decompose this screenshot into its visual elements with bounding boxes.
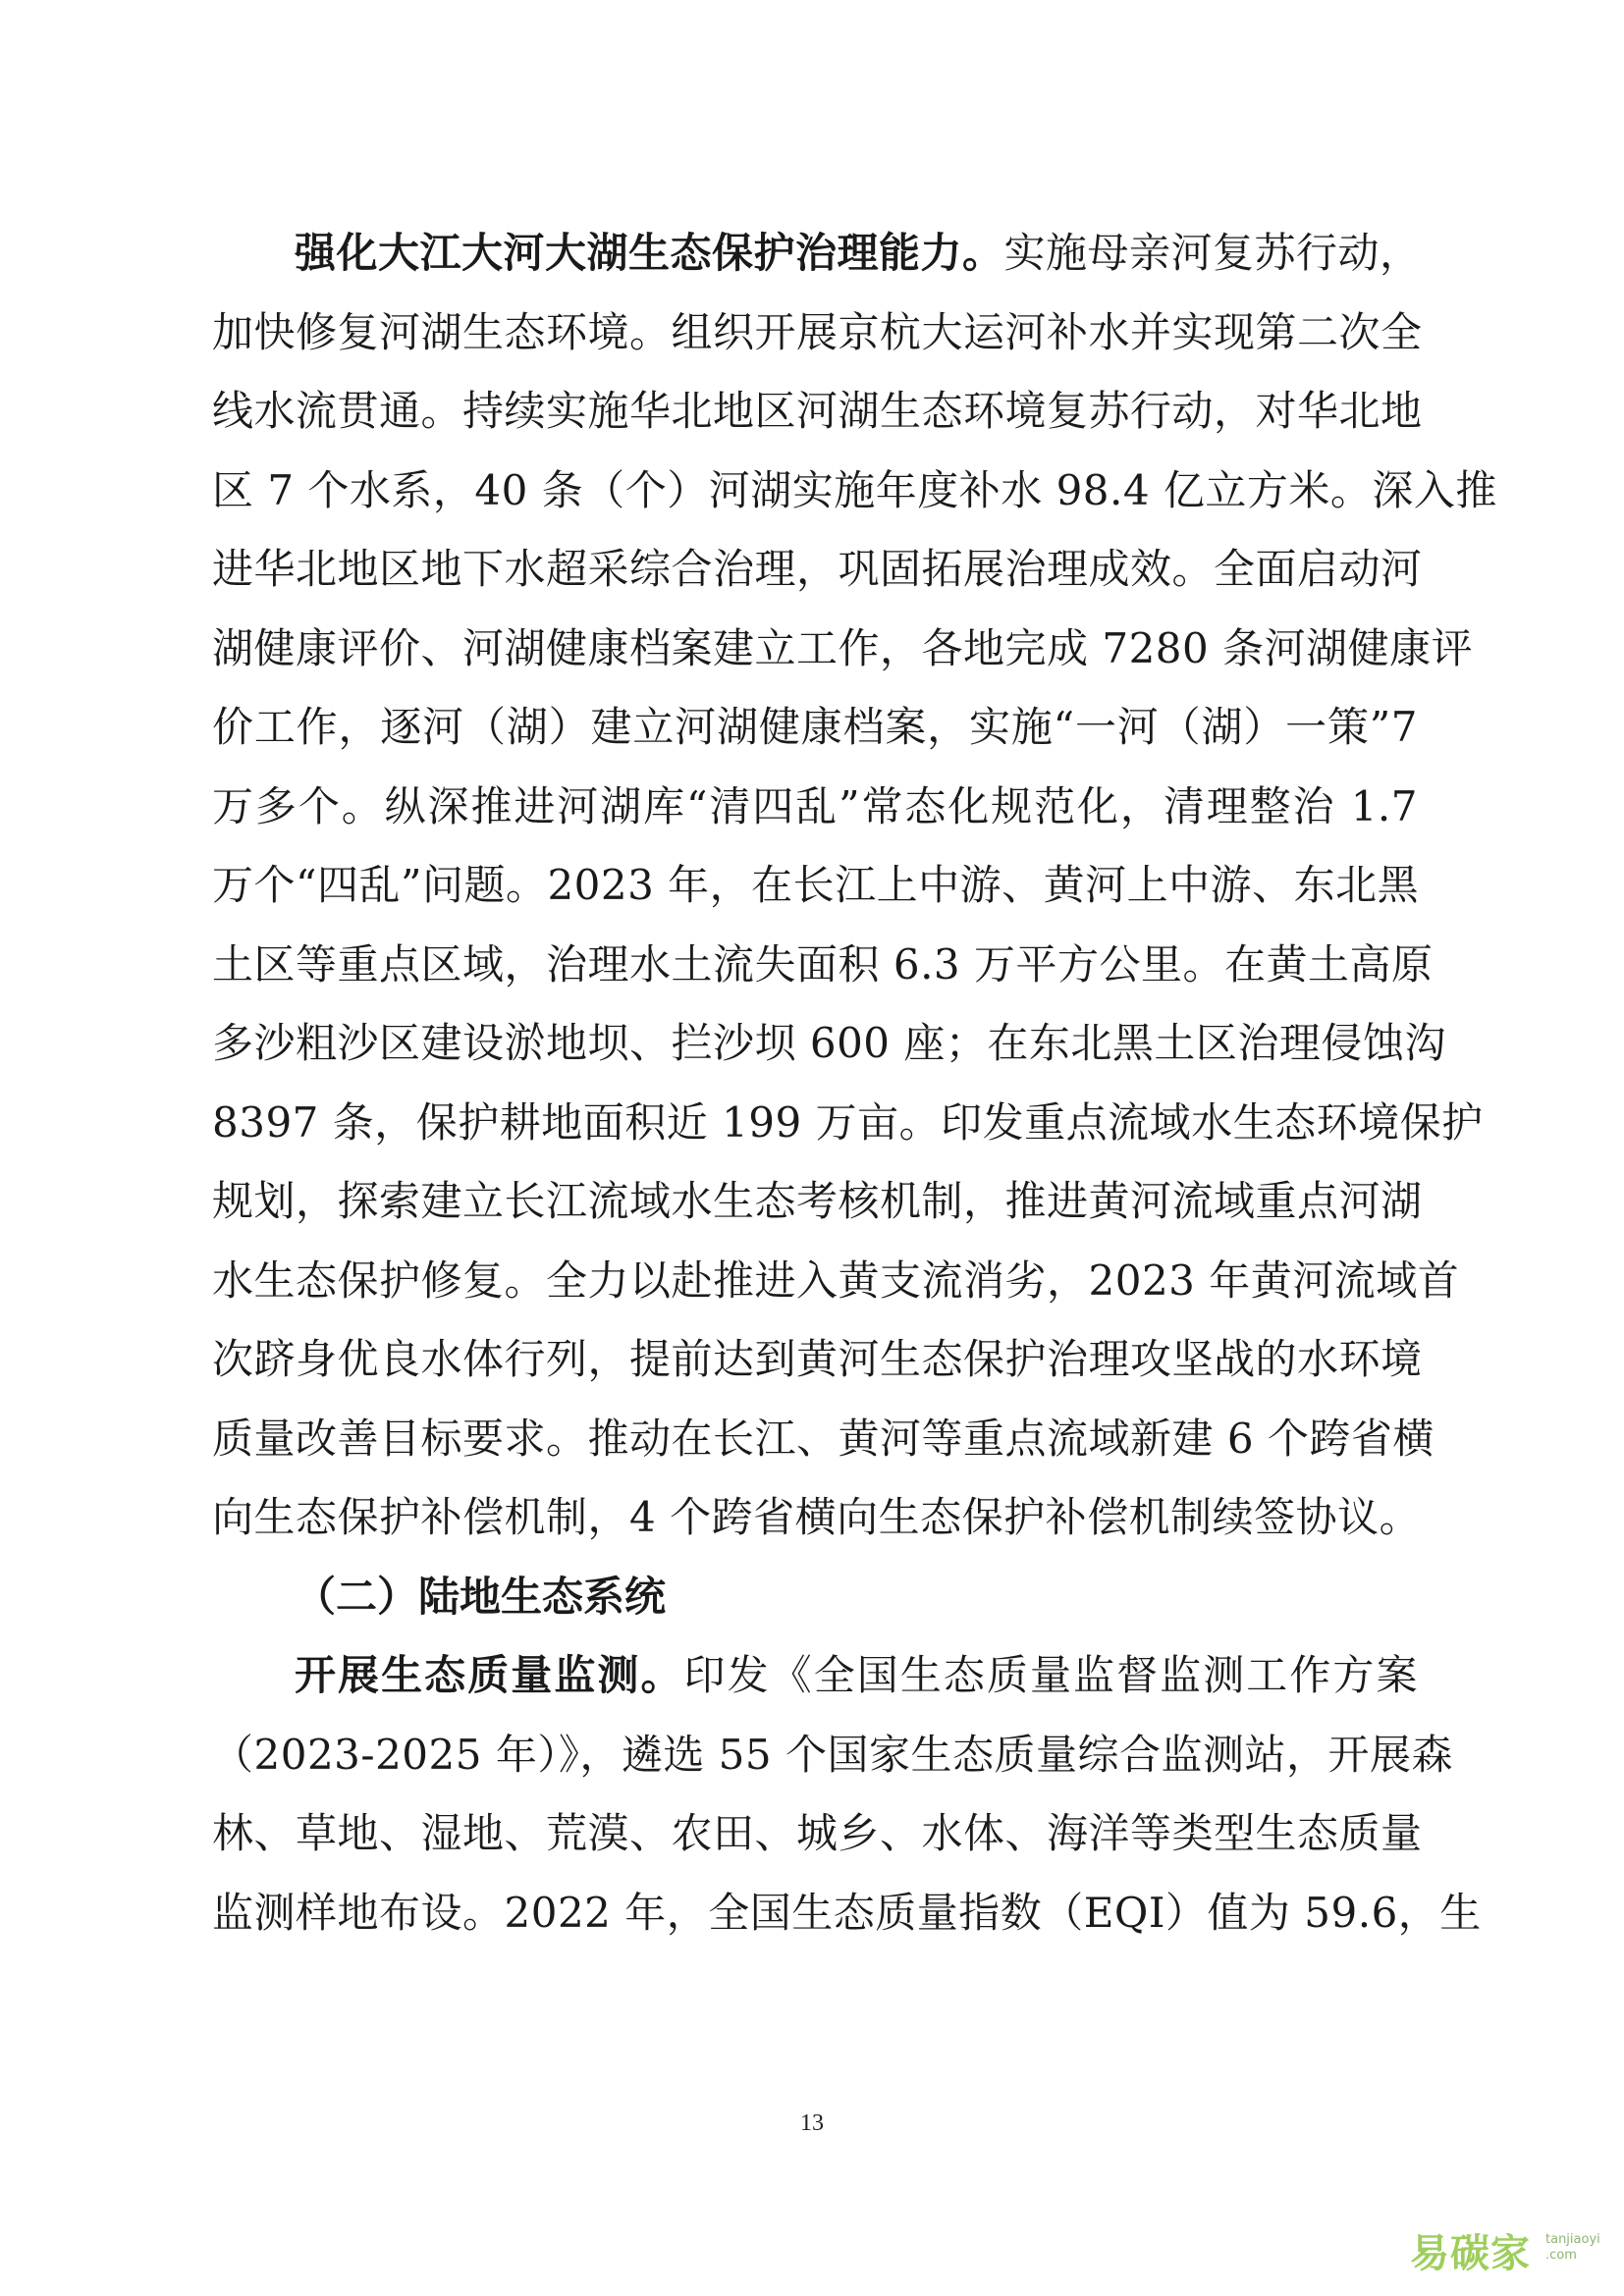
page-number: 13 bbox=[800, 2110, 824, 2136]
p1-line-4: 进华北地区地下水超采综合治理，巩固拓展治理成效。全面启动河 bbox=[212, 545, 1423, 593]
p2-line-0 bbox=[212, 1636, 1418, 1716]
p1-line-5: 湖健康评价、河湖健康档案建立工作，各地完成 7280 条河湖健康评 bbox=[212, 623, 1474, 672]
section-heading: （二）陆地生态系统 bbox=[295, 1572, 667, 1621]
p1-line-15: 质量改善目标要求。推动在长江、黄河等重点流域新建 6 个跨省横 bbox=[212, 1414, 1435, 1463]
p2-lead-heading: 开展生态质量监测。 bbox=[295, 1651, 684, 1699]
watermark-cn-text: 易碳家 bbox=[1410, 2231, 1531, 2276]
watermark-en-text: tanjiaoyi .com bbox=[1545, 2232, 1600, 2263]
p1-line-3: 区 7 个水系，40 条（个）河湖实施年度补水 98.4 亿立方米。深入推 bbox=[212, 465, 1497, 514]
watermark-logo bbox=[1410, 2220, 1606, 2279]
p1-line-12: 规划，探索建立长江流域水生态考核机制，推进黄河流域重点河湖 bbox=[212, 1177, 1423, 1225]
p1-line-16: 向生态保护补偿机制，4 个跨省横向生态保护补偿机制续签协议。 bbox=[212, 1493, 1422, 1541]
p1-line-0-text: 实施母亲河复苏行动， bbox=[1003, 229, 1422, 277]
p1-line-0 bbox=[212, 214, 1422, 294]
p2-line-2: 林、草地、湿地、荒漠、农田、城乡、水体、海洋等类型生态质量 bbox=[212, 1809, 1423, 1857]
p1-line-1: 加快修复河湖生态环境。组织开展京杭大运河补水并实现第二次全 bbox=[212, 307, 1423, 356]
p1-line-13: 水生态保护修复。全力以赴推进入黄支流消劣，2023 年黄河流域首 bbox=[212, 1255, 1460, 1305]
p1-line-14: 次跻身优良水体行列，提前达到黄河生态保护治理攻坚战的水环境 bbox=[212, 1335, 1423, 1383]
p1-line-8: 万个“四乱”问题。2023 年，在长江上中游、黄河上中游、东北黑 bbox=[212, 861, 1420, 909]
p1-line-7: 万多个。纵深推进河湖库“清四乱”常态化规范化，清理整治 1.7 bbox=[212, 781, 1418, 830]
p1-line-2: 线水流贯通。持续实施华北地区河湖生态环境复苏行动，对华北地 bbox=[212, 387, 1423, 435]
p1-line-6: 价工作，逐河（湖）建立河湖健康档案，实施“一河（湖）一策”7 bbox=[212, 703, 1418, 751]
p1-line-11: 8397 条，保护耕地面积近 199 万亩。印发重点流域水生态环境保护 bbox=[212, 1097, 1484, 1147]
page-body bbox=[212, 214, 1497, 1952]
p1-lead-heading: 强化大江大河大湖生态保护治理能力。 bbox=[295, 229, 1004, 277]
p2-line-1: （2023-2025 年）》，遴选 55 个国家生态质量综合监测站，开展森 bbox=[212, 1730, 1453, 1779]
p2-line-0-text: 印发《全国生态质量监督监测工作方案 bbox=[683, 1651, 1418, 1699]
p1-line-9: 土区等重点区域，治理水土流失面积 6.3 万平方公里。在黄土高原 bbox=[212, 939, 1434, 988]
p1-line-10: 多沙粗沙区建设淤地坝、拦沙坝 600 座；在东北黑土区治理侵蚀沟 bbox=[212, 1019, 1446, 1067]
p2-line-3: 监测样地布设。2022 年，全国生态质量指数（EQI）值为 59.6，生 bbox=[212, 1888, 1482, 1937]
